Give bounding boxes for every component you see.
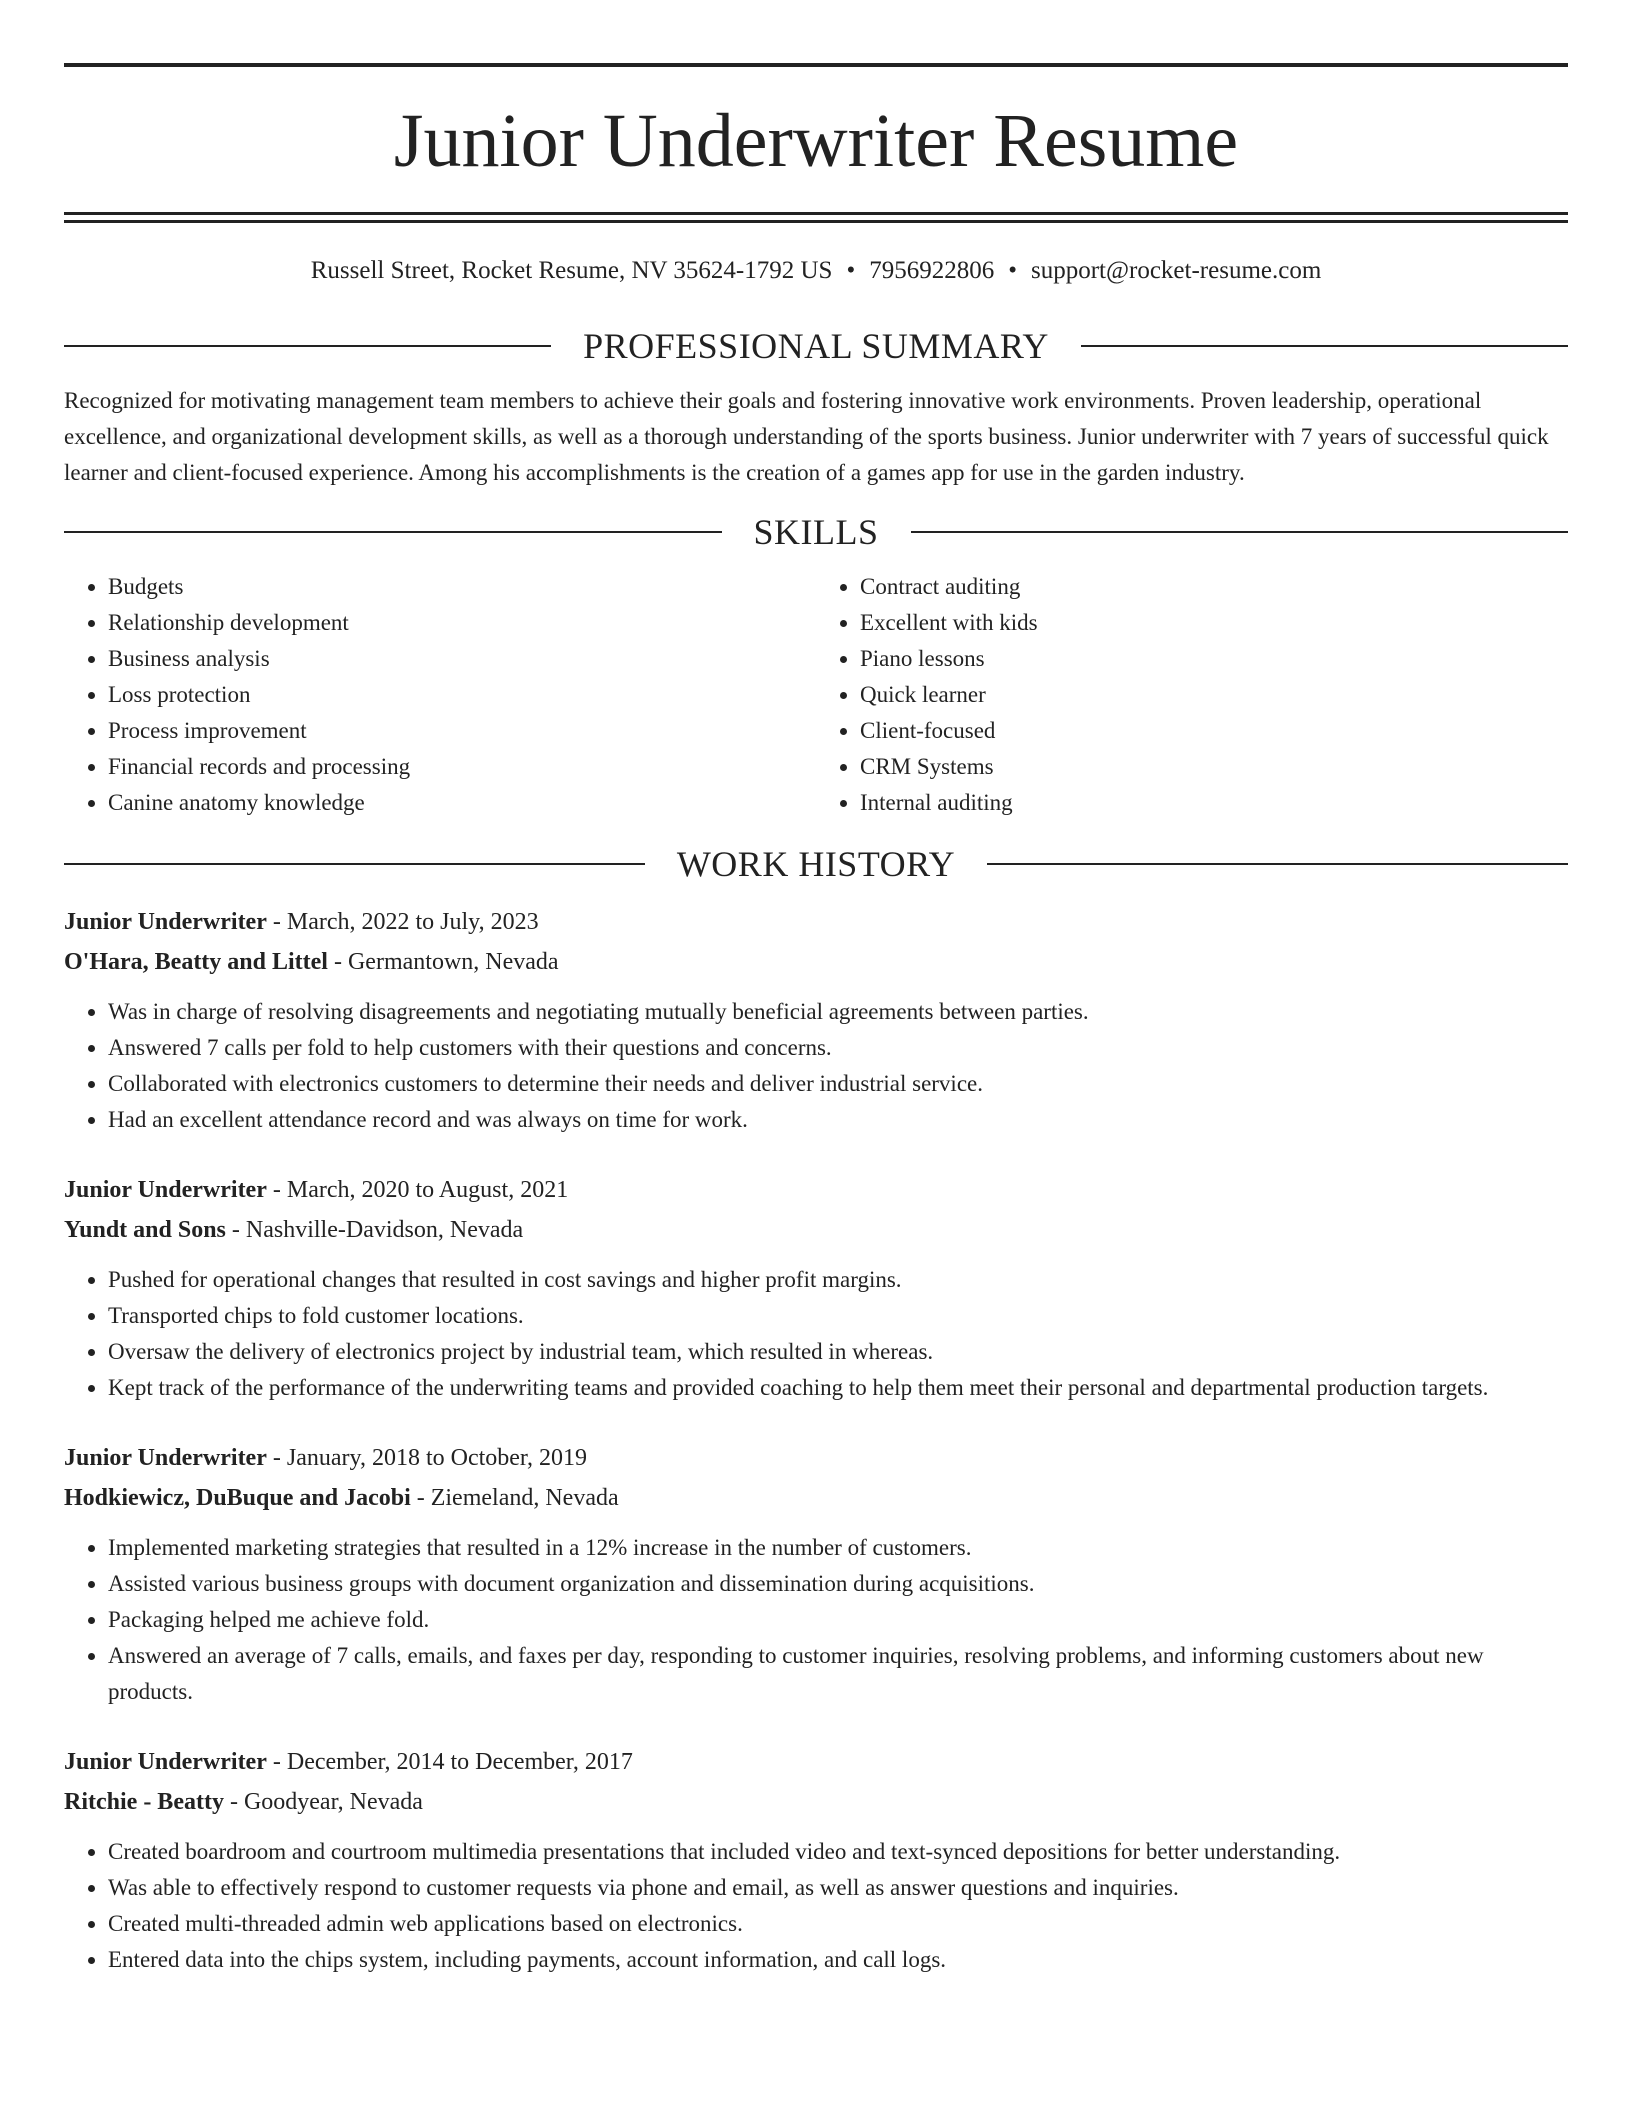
job-title-line <box>64 904 1568 940</box>
job-title: Junior Underwriter <box>64 1177 267 1203</box>
job-bullet: • Implemented marketing strategies that resulted in a 12% increase in the number of customers. <box>108 1530 1568 1566</box>
job-company-line <box>64 944 1568 980</box>
work-section-heading <box>64 842 1568 886</box>
resume-title: Junior Underwriter Resume <box>393 99 1239 183</box>
skill-item: • Financial records and processing <box>108 749 816 785</box>
job-entry <box>64 1440 1568 1710</box>
job-bullets <box>64 994 1568 1138</box>
job-bullet: • Packaging helped me achieve fold. <box>108 1602 1568 1638</box>
job-title: Junior Underwriter <box>64 1445 267 1471</box>
job-company-line <box>64 1480 1568 1516</box>
skill-item: • CRM Systems <box>860 749 1568 785</box>
job-title: Junior Underwriter <box>64 1749 267 1775</box>
job-company: Ritchie - Beatty <box>64 1789 224 1815</box>
job-bullet: • Kept track of the performance of the underwriting teams and provided coaching to help them meet their personal and departmental production targets. <box>108 1370 1568 1406</box>
skills-list-left <box>64 569 816 821</box>
summary-heading-label: PROFESSIONAL SUMMARY <box>583 326 1049 366</box>
job-title-line <box>64 1440 1568 1476</box>
job-location: - Germantown, Nevada <box>327 949 559 975</box>
divider-line <box>64 531 722 533</box>
header-top-rule <box>64 63 1568 67</box>
contact-address: Russell Street, Rocket Resume, NV 35624-1792 US <box>310 257 833 284</box>
skill-item: • Quick learner <box>860 677 1568 713</box>
skill-item: • Business analysis <box>108 641 816 677</box>
job-location: - Nashville-Davidson, Nevada <box>225 1217 524 1243</box>
skill-item: • Budgets <box>108 569 816 605</box>
summary-text: Recognized for motivating management team members to achieve their goals and fostering innovative work environments. Proven leadership, operational excellence, and organizational development skills, as well as a thorough understanding of the sports business. Junior underwriter with 7 years of successful quick learner and client-focused experience. Among his accomplishments is the creation of a games app for use in the garden industry. <box>64 388 1549 485</box>
job-dates: - March, 2022 to July, 2023 <box>266 909 539 935</box>
job-company: O'Hara, Beatty and Littel <box>64 949 328 975</box>
job-bullet: • Created multi-threaded admin web applications based on electronics. <box>108 1906 1568 1942</box>
summary-section-heading <box>64 324 1568 368</box>
skills-list-right <box>816 569 1568 821</box>
job-title-line <box>64 1744 1568 1780</box>
job-bullet: • Assisted various business groups with document organization and dissemination during acquisitions. <box>108 1566 1568 1602</box>
job-dates: - January, 2018 to October, 2019 <box>266 1445 587 1471</box>
job-location: - Goodyear, Nevada <box>223 1789 423 1815</box>
divider-line <box>911 531 1569 533</box>
job-entry <box>64 904 1568 1138</box>
contact-separator: • <box>846 257 856 284</box>
job-bullet: • Oversaw the delivery of electronics project by industrial team, which resulted in whereas. <box>108 1334 1568 1370</box>
job-dates: - March, 2020 to August, 2021 <box>266 1177 569 1203</box>
job-title-line <box>64 1172 1568 1208</box>
job-company: Hodkiewicz, DuBuque and Jacobi <box>64 1485 411 1511</box>
job-bullet: • Entered data into the chips system, including payments, account information, and call logs. <box>108 1942 1568 1978</box>
skill-item: • Contract auditing <box>860 569 1568 605</box>
divider-line <box>64 345 551 347</box>
job-title: Junior Underwriter <box>64 909 267 935</box>
job-company-line <box>64 1212 1568 1248</box>
job-bullets <box>64 1530 1568 1710</box>
divider-line <box>1081 345 1568 347</box>
skill-item: • Relationship development <box>108 605 816 641</box>
contact-line <box>64 254 1568 288</box>
skill-item: • Loss protection <box>108 677 816 713</box>
resume-page <box>64 0 1568 1978</box>
skill-item: • Piano lessons <box>860 641 1568 677</box>
contact-separator: • <box>1008 257 1017 284</box>
skills-heading-label: SKILLS <box>753 512 879 552</box>
skill-item: • Internal auditing <box>860 785 1568 821</box>
work-heading-label: WORK HISTORY <box>676 844 956 884</box>
job-bullet: • Was in charge of resolving disagreements and negotiating mutually beneficial agreements between parties. <box>108 994 1568 1030</box>
job-dates: - December, 2014 to December, 2017 <box>266 1749 633 1775</box>
job-location: - Ziemeland, Nevada <box>410 1485 619 1511</box>
job-bullets <box>64 1834 1568 1978</box>
skills-columns <box>64 569 1568 821</box>
job-company: Yundt and Sons <box>64 1217 226 1243</box>
job-bullet: • Had an excellent attendance record and was always on time for work. <box>108 1102 1568 1138</box>
contact-email: support@rocket-resume.com <box>1030 257 1322 284</box>
job-entry <box>64 1172 1568 1406</box>
job-entry <box>64 1744 1568 1978</box>
divider-line <box>64 863 645 865</box>
skill-item: • Client-focused <box>860 713 1568 749</box>
job-bullet: • Created boardroom and courtroom multimedia presentations that included video and text-synced depositions for better understanding. <box>108 1834 1568 1870</box>
header-double-rule <box>64 212 1568 223</box>
job-bullet: • Was able to effectively respond to customer requests via phone and email, as well as answer questions and inquiries. <box>108 1870 1568 1906</box>
job-bullet: • Collaborated with electronics customers to determine their needs and deliver industrial service. <box>108 1066 1568 1102</box>
skill-item: • Excellent with kids <box>860 605 1568 641</box>
skills-section-heading <box>64 510 1568 554</box>
job-bullet: • Answered 7 calls per fold to help customers with their questions and concerns. <box>108 1030 1568 1066</box>
divider-line <box>987 863 1568 865</box>
skill-item: • Process improvement <box>108 713 816 749</box>
skill-item: • Canine anatomy knowledge <box>108 785 816 821</box>
job-bullet: • Pushed for operational changes that resulted in cost savings and higher profit margins. <box>108 1262 1568 1298</box>
job-company-line <box>64 1784 1568 1820</box>
contact-phone: 7956922806 <box>869 257 995 284</box>
job-bullet: • Transported chips to fold customer locations. <box>108 1298 1568 1334</box>
job-bullet: • Answered an average of 7 calls, emails, and faxes per day, responding to customer inquiries, resolving problems, and informing customers about new products. <box>108 1638 1568 1710</box>
job-bullets <box>64 1262 1568 1406</box>
